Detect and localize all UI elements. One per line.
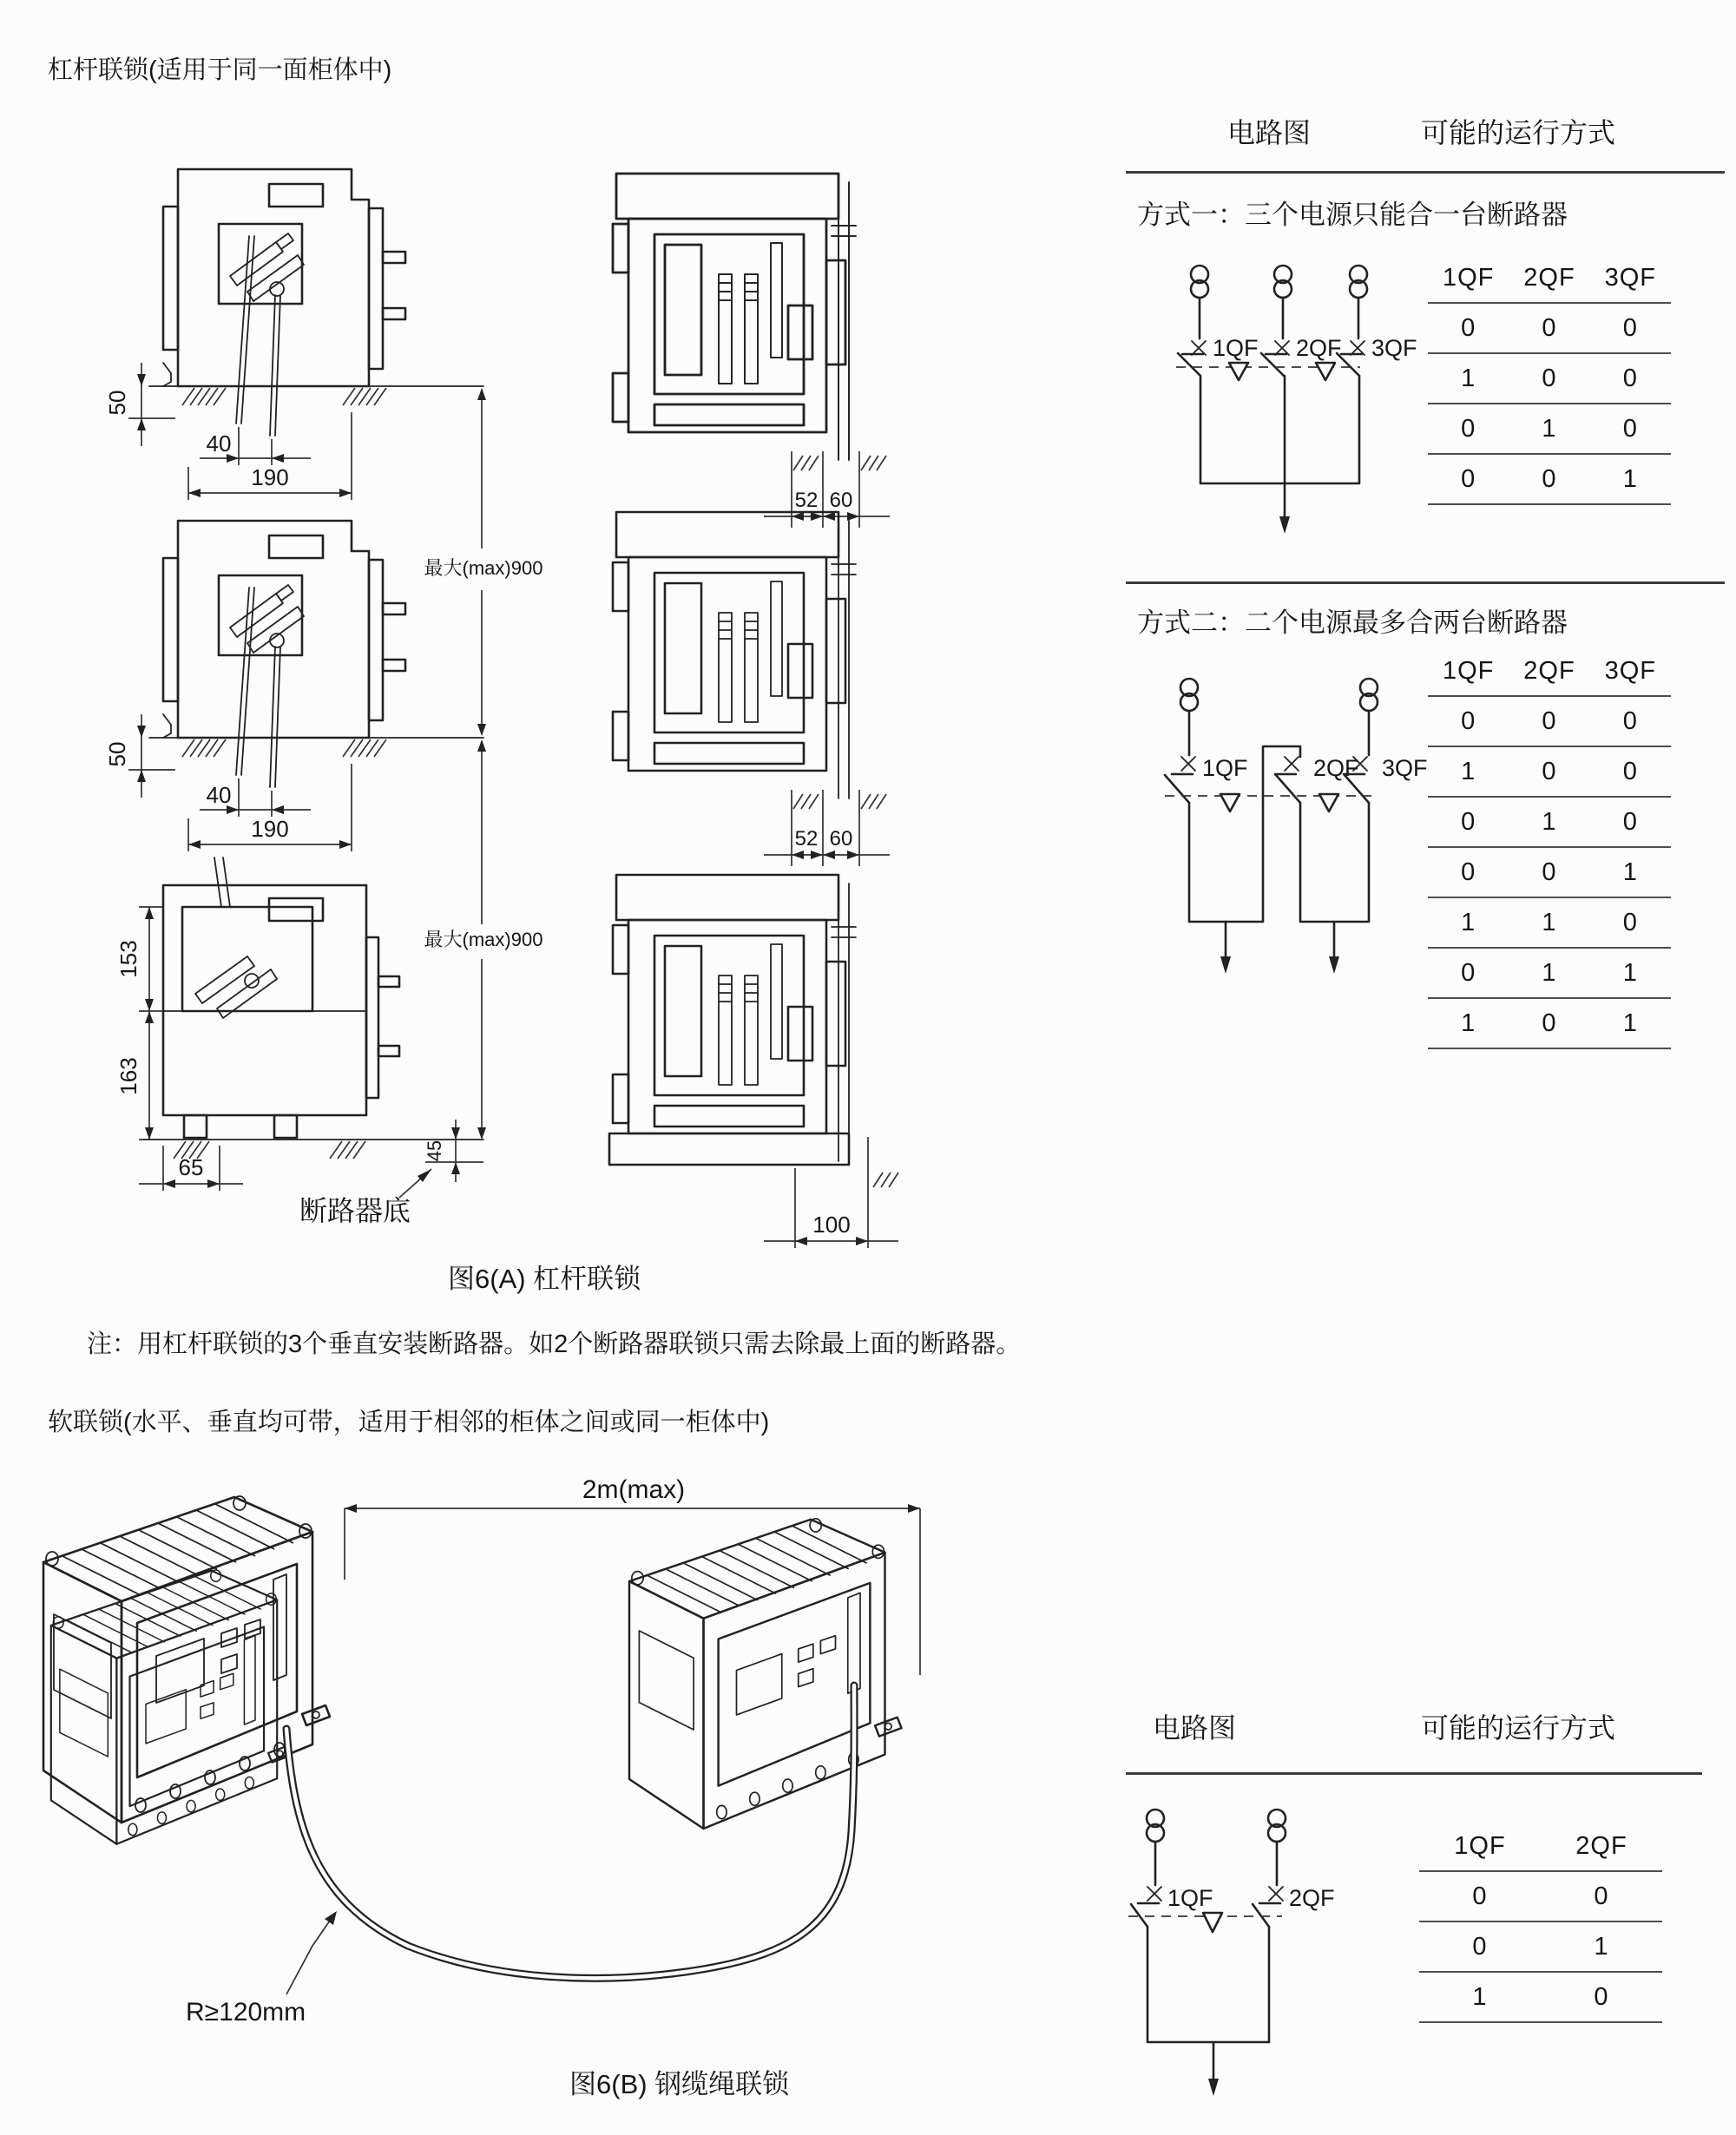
dim-max900-2: 最大(max)900 — [424, 929, 543, 950]
table-header-cell: 2QF — [1575, 1831, 1628, 1860]
table-cell: 0 — [1622, 364, 1638, 392]
table-cell: 1 — [1542, 958, 1557, 987]
switch-label-2qf: 2QF — [1296, 335, 1342, 361]
top-panel-divider-2 — [1126, 581, 1725, 584]
table-cell: 1 — [1542, 908, 1557, 936]
table-cell: 0 — [1461, 706, 1476, 735]
table-row — [1428, 999, 1671, 1048]
switch-label-2qf: 2QF — [1289, 1885, 1335, 1911]
soft-interlock-title: 软联锁(水平、垂直均可带，适用于相邻的柜体之间或同一柜体中) — [48, 1409, 770, 1436]
dim-max900: 最大(max)900 — [424, 557, 543, 579]
mode1-title: 方式一：三个电源只能合一台断路器 — [1137, 200, 1568, 230]
table-cell: 1 — [1472, 1982, 1488, 2011]
source-symbols — [1180, 679, 1378, 755]
table-rule — [1428, 1048, 1671, 1049]
label-breaker-bottom: 断路器底 — [299, 1195, 411, 1226]
table-cell: 1 — [1622, 857, 1638, 886]
table-cell: 1 — [1461, 757, 1476, 785]
bus-and-output — [1147, 1927, 1269, 2096]
table-cell: 1 — [1461, 908, 1476, 936]
dim-50: 50 — [104, 390, 130, 416]
table-header-row — [1419, 1822, 1662, 1870]
fig6a-caption: 图6(A) 杠杆联锁 — [448, 1264, 641, 1294]
table-header-cell: 2QF — [1523, 656, 1575, 685]
isometric-breaker — [43, 1496, 330, 1823]
table-cell: 0 — [1542, 364, 1557, 392]
table-cell: 0 — [1472, 1882, 1488, 1910]
mode2-table — [1428, 647, 1671, 1049]
top-panel-header-modes: 可能的运行方式 — [1421, 117, 1616, 148]
table-header-cell: 1QF — [1454, 1831, 1506, 1860]
table-cell: 0 — [1622, 706, 1638, 735]
table-cell: 1 — [1622, 958, 1638, 987]
table-cell: 0 — [1594, 1982, 1609, 2011]
table-cell: 0 — [1622, 807, 1638, 836]
table-cell: 0 — [1622, 414, 1638, 443]
table-cell: 0 — [1461, 857, 1476, 886]
table-cell: 0 — [1461, 958, 1476, 987]
table-cell: 0 — [1622, 313, 1638, 342]
interlock-cable — [286, 1685, 854, 1978]
table-row — [1419, 1872, 1662, 1921]
switch-label-3qf: 3QF — [1371, 335, 1417, 361]
max900-dimension-bottom — [424, 739, 543, 1140]
table-cell: 0 — [1461, 807, 1476, 836]
table-cell: 0 — [1542, 857, 1557, 886]
dim-45: 45 — [424, 1140, 445, 1162]
table-header-row — [1428, 253, 1671, 302]
bus-and-output — [1189, 803, 1369, 974]
dim-100: 100 — [812, 1212, 851, 1238]
table-header-row — [1428, 647, 1671, 695]
max900-dimension-top — [424, 388, 543, 736]
table-row — [1428, 848, 1671, 897]
dim-40: 40 — [206, 430, 232, 457]
table-row — [1428, 304, 1671, 352]
table-header-cell: 1QF — [1442, 656, 1495, 685]
dim-190: 190 — [251, 464, 289, 490]
dim-153: 153 — [115, 940, 141, 978]
side-view-bottom — [115, 857, 483, 1226]
mode2-title: 方式二：二个电源最多合两台断路器 — [1137, 608, 1568, 638]
fig6a-drawing — [52, 122, 955, 1276]
table-row — [1419, 1973, 1662, 2021]
table-cell: 1 — [1461, 1008, 1476, 1037]
fig6b-drawing — [26, 1458, 998, 2135]
side-view-breaker — [104, 169, 483, 500]
table-cell: 0 — [1542, 464, 1557, 493]
table-cell: 0 — [1461, 414, 1476, 443]
table-cell: 1 — [1461, 364, 1476, 392]
table-row — [1428, 747, 1671, 796]
table-cell: 1 — [1542, 807, 1557, 836]
table-row — [1428, 455, 1671, 503]
label-radius: R≥120mm — [186, 1998, 306, 2027]
table-header-cell: 2QF — [1523, 263, 1575, 292]
dim-163: 163 — [115, 1057, 141, 1095]
table-cell: 0 — [1461, 313, 1476, 342]
table-cell: 1 — [1622, 1008, 1638, 1037]
table-cell: 0 — [1472, 1932, 1488, 1961]
circuit-bottom — [1124, 1779, 1384, 2109]
table-cell: 0 — [1594, 1882, 1609, 1910]
table-rule — [1419, 2021, 1662, 2023]
bottom-table — [1419, 1822, 1662, 2023]
top-panel-divider-1 — [1126, 171, 1725, 174]
page-title: 杠杆联锁(适用于同一面柜体中) — [48, 56, 392, 84]
table-cell: 1 — [1542, 414, 1557, 443]
top-panel-header-circuit: 电路图 — [1227, 117, 1312, 148]
dim-65: 65 — [178, 1154, 204, 1180]
table-cell: 0 — [1542, 1008, 1557, 1037]
table-row — [1428, 354, 1671, 403]
note-text: 注：用杠杆联锁的3个垂直安装断路器。如2个断路器联锁只需去除最上面的断路器。 — [87, 1330, 1022, 1358]
bottom-panel-divider — [1126, 1772, 1702, 1775]
switch-label-1qf: 1QF — [1167, 1885, 1213, 1911]
breaker-right — [629, 1519, 902, 1829]
table-rule — [1428, 503, 1671, 505]
bottom-panel-header-modes: 可能的运行方式 — [1421, 1712, 1616, 1744]
switch-label-2qf: 2QF — [1313, 755, 1359, 781]
table-cell: 0 — [1461, 464, 1476, 493]
table-row — [1428, 404, 1671, 453]
bus-and-output — [1200, 376, 1359, 534]
mode1-table — [1428, 253, 1671, 505]
table-row — [1428, 949, 1671, 997]
switch-label-3qf: 3QF — [1382, 755, 1428, 781]
switch-label-1qf: 1QF — [1202, 755, 1248, 781]
front-view-top — [613, 174, 890, 528]
table-cell: 0 — [1542, 706, 1557, 735]
dim-2m-max: 2m(max) — [582, 1475, 686, 1504]
table-row — [1419, 1922, 1662, 1971]
table-cell: 0 — [1542, 313, 1557, 342]
front-view-bottom — [609, 875, 898, 1248]
table-cell: 0 — [1622, 757, 1638, 785]
table-cell: 0 — [1542, 757, 1557, 785]
bottom-panel-header-circuit: 电路图 — [1153, 1712, 1237, 1744]
table-row — [1428, 798, 1671, 846]
front-view-breaker — [613, 174, 856, 460]
table-header-cell: 3QF — [1604, 656, 1657, 685]
circuit-mode1 — [1154, 252, 1467, 551]
source-symbols — [1147, 1810, 1286, 1885]
fig6b-caption: 图6(B) 钢缆绳联锁 — [569, 2069, 790, 2099]
front-view-middle — [613, 512, 890, 866]
switch-label-1qf: 1QF — [1213, 335, 1259, 361]
table-row — [1428, 697, 1671, 746]
table-row — [1428, 898, 1671, 947]
table-header-cell: 1QF — [1442, 263, 1495, 292]
dim-60: 60 — [829, 489, 853, 512]
table-cell: 1 — [1622, 464, 1638, 493]
source-symbols — [1191, 266, 1367, 338]
dim-52: 52 — [794, 489, 819, 512]
table-header-cell: 3QF — [1604, 263, 1657, 292]
radius-callout — [186, 1911, 337, 2027]
table-cell: 0 — [1622, 908, 1638, 936]
table-cell: 1 — [1594, 1932, 1609, 1961]
